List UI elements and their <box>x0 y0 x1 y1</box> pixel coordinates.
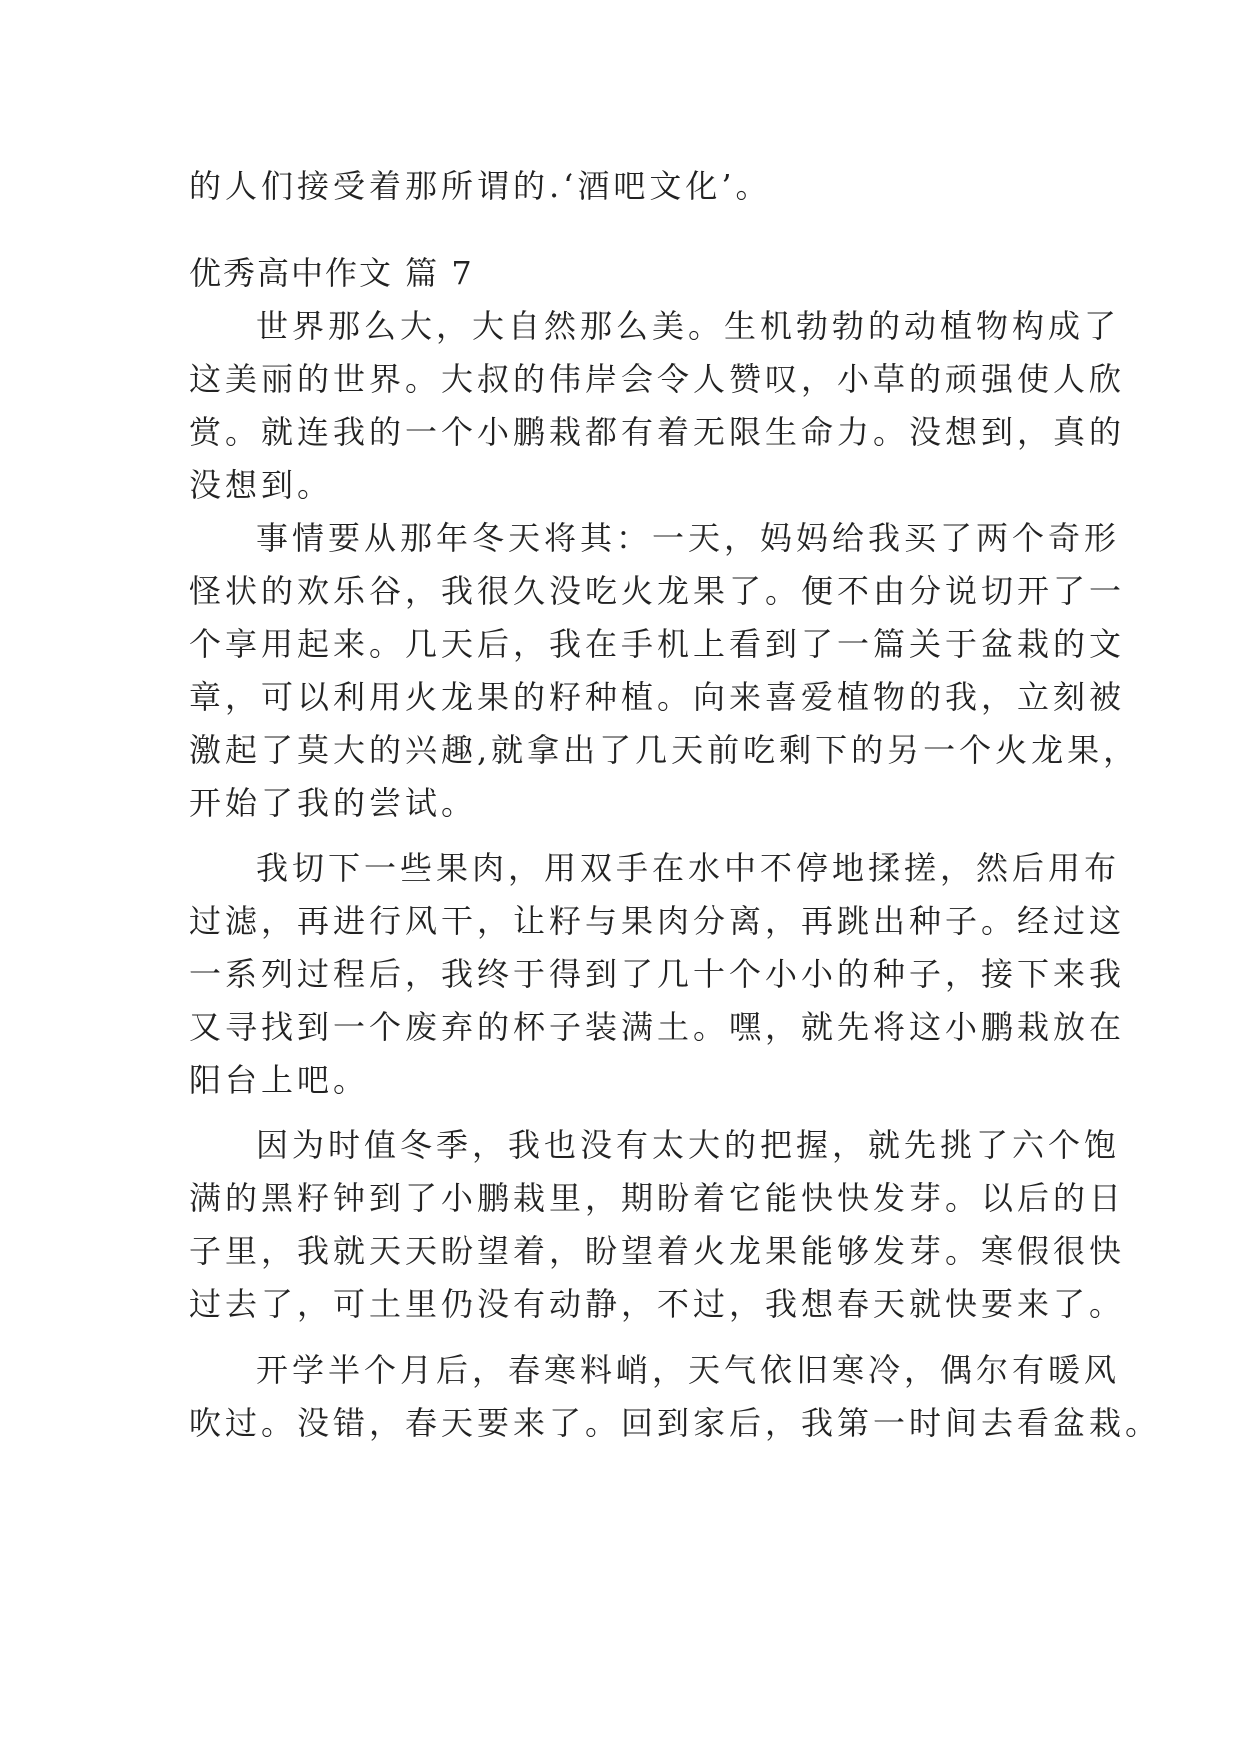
paragraph-first-line: 我切下一些果肉，用双手在水中不停地揉搓，然后用布 <box>256 849 1121 887</box>
text-line: 激起了莫大的兴趣,就拿出了几天前吃剩下的另一个火龙果， <box>189 731 1140 769</box>
text-line: 子里，我就天天盼望着，盼望着火龙果能够发芽。寒假很快 <box>189 1232 1126 1270</box>
paragraph-first-line: 事情要从那年冬天将其：一天，妈妈给我买了两个奇形 <box>256 519 1121 557</box>
text-line: 一系列过程后，我终于得到了几十个小小的种子，接下来我 <box>189 955 1126 993</box>
paragraph-first-line: 因为时值冬季，我也没有太大的把握，就先挑了六个饱 <box>256 1126 1121 1164</box>
text-line: 这美丽的世界。大叔的伟岸会令人赞叹，小草的顽强使人欣 <box>189 360 1126 398</box>
text-line: 赏。就连我的一个小鹏栽都有着无限生命力。没想到，真的 <box>189 413 1126 451</box>
text-line: 没想到。 <box>189 466 334 504</box>
paragraph-first-line: 世界那么大，大自然那么美。生机勃勃的动植物构成了 <box>256 307 1121 345</box>
text-line: 又寻找到一个废弃的杯子装满土。嘿，就先将这小鹏栽放在 <box>189 1008 1126 1046</box>
text-line: 怪状的欢乐谷，我很久没吃火龙果了。便不由分说切开了一 <box>189 572 1126 610</box>
text-line: 个享用起来。几天后，我在手机上看到了一篇关于盆栽的文 <box>189 625 1126 663</box>
text-line: 开始了我的尝试。 <box>189 784 478 822</box>
text-line: 过滤，再进行风干，让籽与果肉分离，再跳出种子。经过这 <box>189 902 1126 940</box>
text-line: 章，可以利用火龙果的籽种植。向来喜爱植物的我，立刻被 <box>189 678 1126 716</box>
text-line: 吹过。没错，春天要来了。回到家后，我第一时间去看盆栽。 <box>189 1404 1162 1442</box>
section-heading: 优秀高中作文 篇 7 <box>189 254 474 292</box>
text-line: 满的黑籽钟到了小鹏栽里，期盼着它能快快发芽。以后的日 <box>189 1179 1126 1217</box>
text-line: 过去了，可土里仍没有动静，不过，我想春天就快要来了。 <box>189 1285 1126 1323</box>
text-line: 阳台上吧。 <box>189 1061 370 1099</box>
text-line: 的人们接受着那所谓的.‘酒吧文化’。 <box>189 167 772 205</box>
paragraph-first-line: 开学半个月后，春寒料峭，天气依旧寒冷，偶尔有暖风 <box>256 1351 1121 1389</box>
